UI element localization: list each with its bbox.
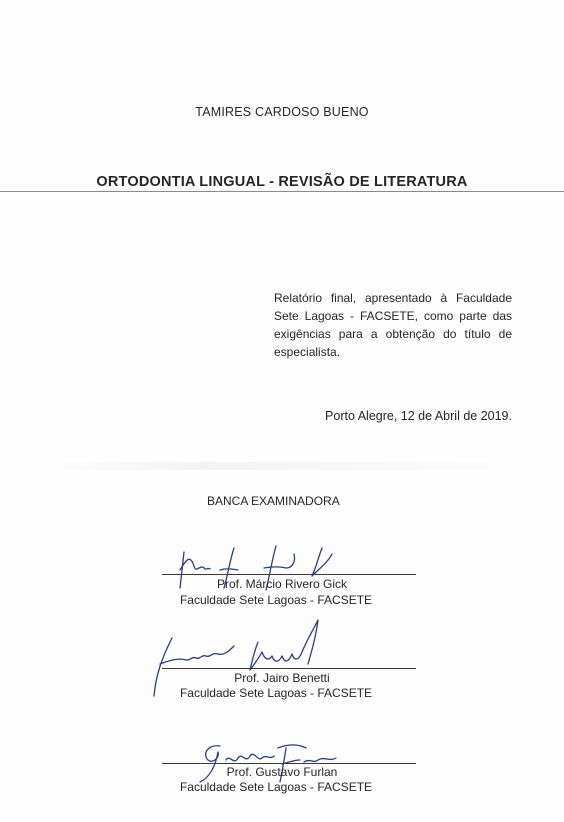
- member-name: Prof. Jairo Benetti: [234, 671, 330, 685]
- author-name: TAMIRES CARDOSO BUENO: [195, 105, 369, 119]
- member-name: Prof. Gustavo Furlan: [226, 765, 338, 779]
- committee-member-3: [0, 762, 564, 822]
- signature-line: [162, 763, 416, 764]
- member-institution: Faculdade Sete Lagoas - FACSETE: [179, 686, 373, 700]
- document-title: ORTODONTIA LINGUAL - REVISÃO DE LITERATURA: [96, 174, 468, 190]
- scan-artifact-line: [0, 191, 564, 192]
- committee-member-2: [0, 666, 564, 726]
- signature-line: [162, 574, 416, 575]
- member-name: Prof. Márcio Rivero Gick: [216, 577, 348, 591]
- member-institution: Faculdade Sete Lagoas - FACSETE: [179, 780, 373, 794]
- committee-heading: BANCA EXAMINADORA: [207, 494, 340, 508]
- abstract-text: Relatório final, apresentado à Faculdade Sete Lagoas - FACSETE, como parte das exigências para a obtenção do título de especialista.: [274, 291, 512, 359]
- member-institution: Faculdade Sete Lagoas - FACSETE: [179, 593, 373, 607]
- place-and-date: Porto Alegre, 12 de Abril de 2019.: [325, 409, 512, 423]
- scan-artifact-band: [40, 462, 540, 470]
- signature-line: [162, 668, 416, 669]
